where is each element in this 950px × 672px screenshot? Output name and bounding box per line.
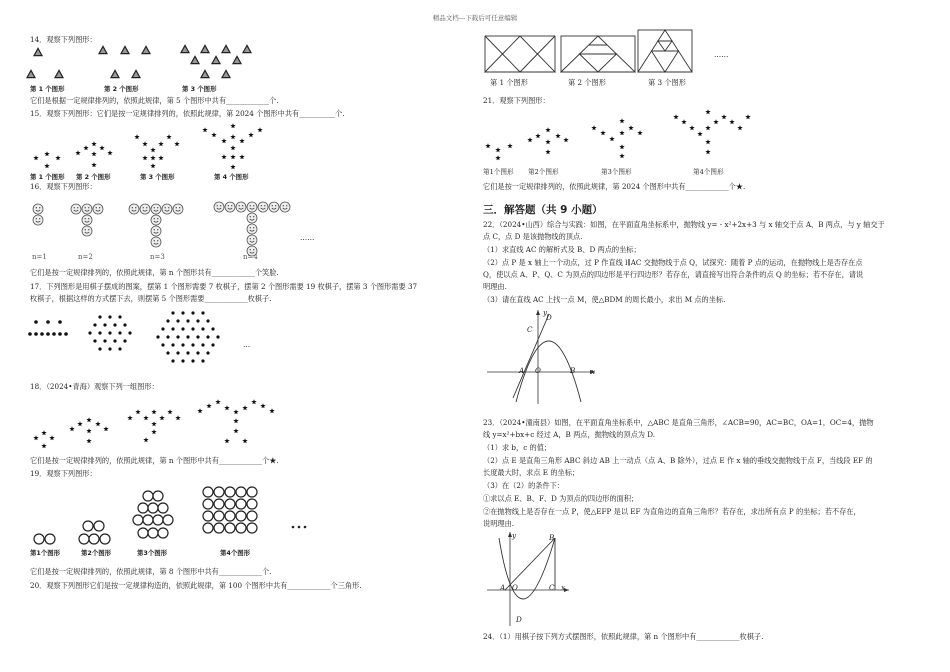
q23-case-1: ①求以点 E、B、F、D 为顶点的四边形的面积； — [483, 494, 639, 503]
star-icon — [545, 149, 550, 154]
q23-label-b: B — [549, 533, 555, 542]
q14-caption-1: 第 1 个图形 — [30, 85, 65, 93]
q14-caption-3: 第 3 个图形 — [182, 85, 217, 93]
q22-part-2-line-2: Q，使以点 A、P、Q、C 为顶点的四边形是平行四边形？若存在，请直接写出符合条件的点 Q 的坐标；若不存在，请说 — [483, 270, 864, 279]
star-icon — [628, 125, 633, 130]
star-icon — [689, 125, 694, 130]
q23-label-d: D — [516, 615, 522, 624]
q21-text: 21．观察下列图形： — [483, 96, 550, 105]
q19-text: 19．观察下列图形： — [30, 469, 97, 478]
q22-line-1: 22．（2024•山西）综合与实践：如图，在平面直角坐标系中，抛物线 y= - x²+2x+3 与 x 轴交于点 A、B 两点，与 y 轴交于 — [483, 220, 885, 229]
section-heading: 三．解答题（共 9 小题） — [483, 204, 603, 216]
star-icon — [713, 119, 718, 124]
triangle-caption-2: 第 2 个图形 — [568, 78, 606, 87]
q17-ellipsis: … — [243, 340, 251, 349]
q17-line-2: 枚棋子，根据这样的方式摆下去，则摆第 5 个图形需要____________枚棋子. — [30, 294, 272, 303]
q22-line-2: 点 C，点 D 是该抛物线的顶点. — [483, 232, 583, 241]
q23-part-2-line-1: （2）点 E 是直角三角形 ABC 斜边 AB 上一动点（点 A、B 除外），过点 E 作 x 轴的垂线交抛物线于点 F，当线段 EF 的 — [483, 456, 873, 465]
q14-answer: 它们是根据一定规律排列的，依照此规律，第 5 个图形中共有____________个. — [30, 96, 279, 105]
q15-caption-3: 第 3 个图形 — [140, 173, 175, 181]
q22-label-o: O — [535, 366, 541, 375]
q19-caption-1: 第1个图形 — [30, 549, 61, 557]
q22-label-x: x — [591, 367, 596, 376]
triangle-ellipsis: …… — [714, 50, 729, 59]
q16-caption-2: n=2 — [78, 253, 93, 261]
page-header: 精品文档---下载后可任意编辑 — [432, 14, 518, 22]
q22-parabola-graph — [483, 308, 603, 406]
q23-label-c: C — [549, 583, 555, 592]
q23-line-2: 线 y=x²+bx+c 经过 A，B 两点，抛物线的顶点为 D. — [483, 430, 656, 439]
q23-line-1: 23．（2024•潼南县）如图，在平面直角坐标系中，△ABC 是直角三角形，∠ACB=90，AC=BC，OA=1，OC=4，抛物 — [483, 418, 874, 427]
star-icon — [609, 136, 614, 141]
q16-caption-4: n=4 — [243, 253, 258, 261]
q23-part-1: （1）求 b，c 的值； — [483, 443, 552, 452]
star-icon — [485, 143, 490, 148]
star-icon — [600, 130, 605, 135]
star-icon — [619, 118, 624, 123]
q17-line-1: 17．下列图形是用棋子摆成的图案，摆第 1 个图形需要 7 枚棋子，摆第 2 个图形需要 19 枚棋子，摆第 3 个图形需要 37 — [30, 282, 418, 291]
q22-label-y: y — [543, 308, 548, 317]
star-icon — [545, 127, 550, 132]
star-icon — [673, 114, 678, 119]
q15-caption-2: 第 2 个图形 — [76, 173, 111, 181]
q21-caption-4: 第4个图形 — [693, 168, 724, 176]
star-icon — [619, 130, 624, 135]
star-icon — [737, 125, 742, 130]
q19-caption-2: 第2个图形 — [81, 549, 112, 557]
star-icon — [729, 119, 734, 124]
q16-ellipsis: …… — [300, 233, 315, 242]
q22-label-b: B — [570, 366, 576, 375]
q21-answer: 它们是按一定规律排列的，依照此规律，第 2024 个图形中共有____________个★. — [483, 182, 746, 191]
q22-label-a: A — [519, 366, 525, 375]
star-icon — [705, 125, 710, 130]
q16-caption-1: n=1 — [32, 253, 47, 261]
star-icon — [619, 153, 624, 158]
star-icon — [705, 109, 710, 114]
star-icon — [681, 119, 686, 124]
q15-caption-4: 第 4 个图形 — [214, 173, 249, 181]
q15-text: 15．观察下列图形：它们是按一定规律排列的，依照此规律，第 2024 个图形中共有__________个. — [30, 109, 345, 118]
star-icon — [745, 114, 750, 119]
q21-caption-2: 第2个图形 — [528, 168, 559, 176]
q19-caption-3: 第3个图形 — [137, 549, 168, 557]
q14-caption-2: 第 2 个图形 — [104, 85, 139, 93]
q23-label-y: y — [512, 531, 517, 540]
q18-text: 18．（2024•青海）观察下列一组图形： — [30, 382, 159, 391]
q21-caption-3: 第3个图形 — [601, 168, 632, 176]
q19-answer: 它们是按一定规律排列的，依照此规律，第 8 个图形中共有____________个. — [30, 567, 272, 576]
q22-part-2-line-1: （2）点 P 是 x 轴上一个动点，过 P 作直线 l∥AC 交抛物线于点 Q，试探究：随着 P 点的运动，在抛物线上是否存在点 — [483, 258, 863, 267]
star-icon — [495, 147, 500, 152]
star-icon — [563, 137, 568, 142]
q16-text: 16．观察下列图形： — [30, 182, 97, 191]
q18-answer: 它们是按一定规律排列的，依照此规律，第 n 个图形中共有____________个★. — [30, 456, 279, 465]
star-icon — [619, 144, 624, 149]
star-icon — [507, 143, 512, 148]
star-icon — [705, 139, 710, 144]
star-icon — [555, 133, 560, 138]
q16-caption-3: n=3 — [150, 253, 165, 261]
star-icon — [721, 114, 726, 119]
star-icon — [495, 155, 500, 160]
star-icon — [535, 133, 540, 138]
triangle-caption-3: 第 3 个图形 — [648, 78, 686, 87]
star-icon — [591, 125, 596, 130]
star-icon — [545, 139, 550, 144]
q22-label-d: D — [546, 313, 552, 322]
q14-text: 14．观察下列图形： — [30, 35, 97, 44]
q23-label-x: x — [561, 583, 566, 592]
q21-caption-1: 第1个图形 — [483, 168, 514, 176]
star-icon — [637, 130, 642, 135]
q16-answer: 它们是按一定规律排列的，依照此规律，第 n 个图形共有____________个笑脸. — [30, 268, 279, 277]
q23-label-o: O — [512, 583, 518, 592]
q23-label-a: A — [500, 583, 506, 592]
q23-case-2-line-2: 说明理由. — [483, 519, 515, 528]
q19-caption-4: 第4个图形 — [220, 549, 251, 557]
q23-part-2-line-2: 长度最大时，求点 E 的坐标； — [483, 468, 580, 477]
star-icon — [697, 131, 702, 136]
q15-caption-1: 第 1 个图形 — [30, 173, 65, 181]
triangle-caption-1: 第 1 个图形 — [490, 78, 528, 87]
q22-part-3: （3）请在直线 AC 上找一点 M，使△BDM 的周长最小，求出 M 点的坐标. — [483, 295, 726, 304]
q23-part-3: （3）在（2）的条件下： — [483, 481, 565, 490]
q22-label-c: C — [527, 325, 533, 334]
q23-case-2-line-1: ②在抛物线上是否存在一点 P，使△EFP 是以 EF 为直角边的直角三角形？若存在，求出所有点 P 的坐标；若不存在， — [483, 507, 861, 516]
q22-part-1: （1）求直线 AC 的解析式及 B、D 两点的坐标； — [483, 245, 641, 254]
star-icon — [527, 137, 532, 142]
q20-text: 20．观察下列图形它们是按一定规律构造的，依照此规律，第 100 个图形中共有____________个三角形. — [30, 581, 362, 590]
q23-triangle-parabola-graph — [483, 530, 573, 630]
star-icon — [705, 149, 710, 154]
q24-text: 24．（1）用棋子按下列方式摆图形，依照此规律，第 n 个图形中有____________枚棋子. — [483, 632, 764, 641]
q22-part-2-line-3: 明理由. — [483, 282, 507, 291]
